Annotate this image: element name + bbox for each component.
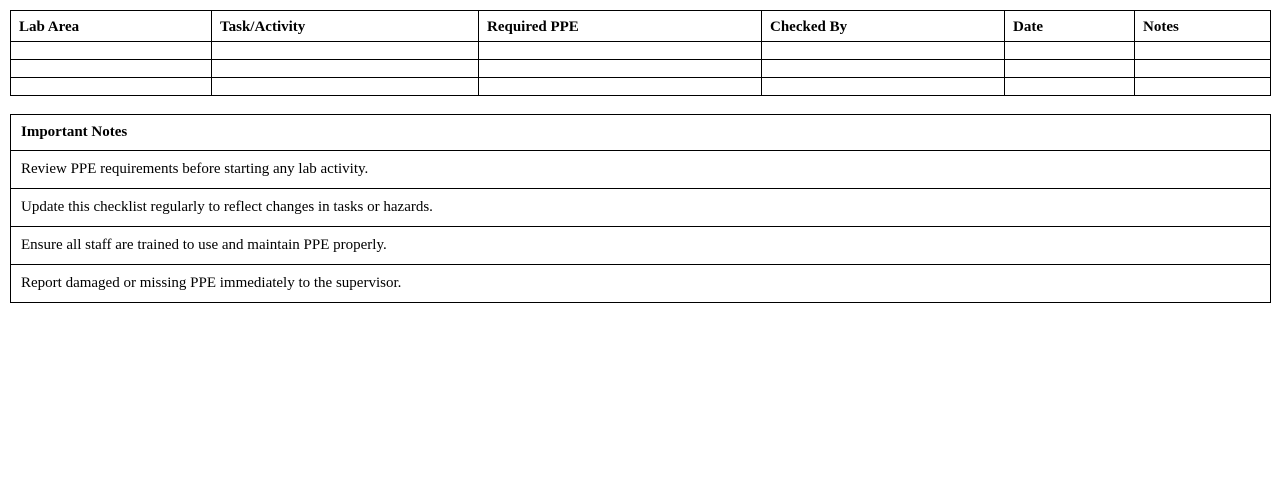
notes-header-row bbox=[11, 115, 1271, 151]
cell-task-activity[interactable] bbox=[212, 60, 479, 78]
cell-task-activity[interactable] bbox=[212, 42, 479, 60]
cell-lab-area[interactable] bbox=[11, 78, 212, 96]
table-row bbox=[11, 78, 1271, 96]
note-item: Ensure all staff are trained to use and maintain PPE properly. bbox=[11, 227, 1271, 265]
cell-notes[interactable] bbox=[1135, 42, 1271, 60]
cell-checked-by[interactable] bbox=[762, 60, 1005, 78]
column-header-task-activity: Task/Activity bbox=[212, 11, 479, 42]
column-header-checked-by: Checked By bbox=[762, 11, 1005, 42]
important-notes-table bbox=[10, 114, 1271, 303]
notes-heading: Important Notes bbox=[11, 115, 1271, 151]
note-item: Report damaged or missing PPE immediately to the supervisor. bbox=[11, 265, 1271, 303]
cell-required-ppe[interactable] bbox=[479, 42, 762, 60]
cell-notes[interactable] bbox=[1135, 60, 1271, 78]
notes-row bbox=[11, 189, 1271, 227]
notes-row bbox=[11, 265, 1271, 303]
ppe-checklist-table bbox=[10, 10, 1271, 96]
notes-row bbox=[11, 151, 1271, 189]
cell-notes[interactable] bbox=[1135, 78, 1271, 96]
note-item: Update this checklist regularly to reflect changes in tasks or hazards. bbox=[11, 189, 1271, 227]
column-header-notes: Notes bbox=[1135, 11, 1271, 42]
column-header-lab-area: Lab Area bbox=[11, 11, 212, 42]
cell-required-ppe[interactable] bbox=[479, 60, 762, 78]
cell-lab-area[interactable] bbox=[11, 42, 212, 60]
note-item: Review PPE requirements before starting any lab activity. bbox=[11, 151, 1271, 189]
cell-checked-by[interactable] bbox=[762, 78, 1005, 96]
table-row bbox=[11, 60, 1271, 78]
column-header-date: Date bbox=[1005, 11, 1135, 42]
cell-date[interactable] bbox=[1005, 60, 1135, 78]
cell-checked-by[interactable] bbox=[762, 42, 1005, 60]
cell-task-activity[interactable] bbox=[212, 78, 479, 96]
cell-required-ppe[interactable] bbox=[479, 78, 762, 96]
cell-date[interactable] bbox=[1005, 78, 1135, 96]
column-header-required-ppe: Required PPE bbox=[479, 11, 762, 42]
table-header-row bbox=[11, 11, 1271, 42]
notes-row bbox=[11, 227, 1271, 265]
cell-lab-area[interactable] bbox=[11, 60, 212, 78]
table-row bbox=[11, 42, 1271, 60]
cell-date[interactable] bbox=[1005, 42, 1135, 60]
